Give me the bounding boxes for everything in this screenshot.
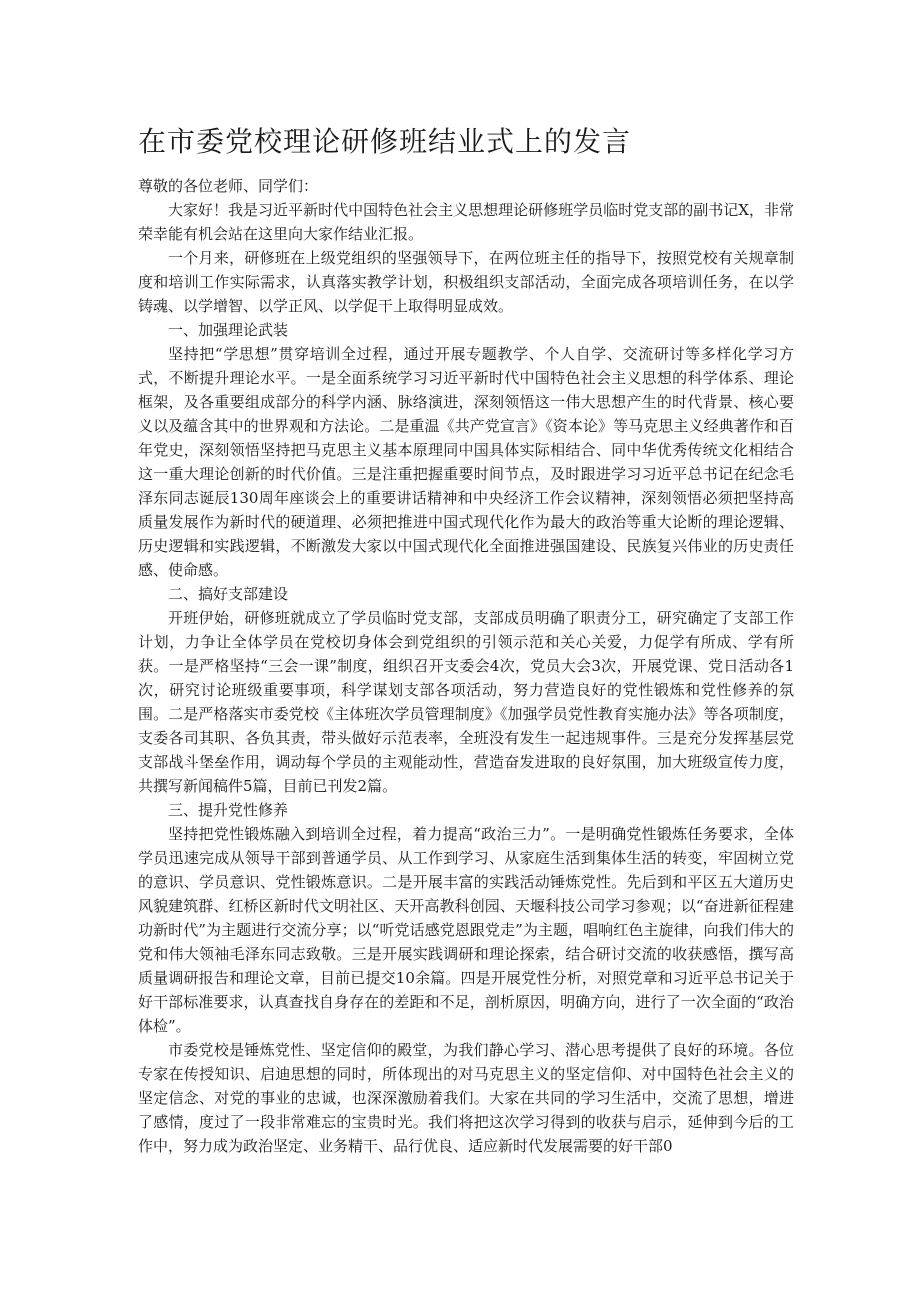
section-3-body: 坚持把党性锻炼融入到培训全过程，着力提高“政治三力”。一是明确党性锻炼任务要求，全体学员迅速完成从领导干部到普通学员、从工作到学习、从家庭生活到集体生活的转变，牢固树立党的意识、学员意识、党性锻炼意识。二是开展丰富的实践活动锤炼党性。先后到和平区五大道历史风貌建筑群、红桥区新时代文明社区、天开高教科创园、天堰科技公司学习参观；以“奋进新征程建功新时代”为主题进行交流分享；以“听党话感党恩跟党走”为主题，唱响红色主旋律，向我们伟大的党和伟大领袖毛泽东同志致敬。三是开展实践调研和理论探索，结合研讨交流的收获感悟，撰写高质量调研报告和理论文章，目前已提交10余篇。四是开展党性分析，对照党章和习近平总书记关于好干部标准要求，认真查找自身存在的差距和不足，剖析原因，明确方向，进行了一次全面的“政治体检”。 — [138, 825, 794, 1035]
salutation: 尊敬的各位老师、同学们： — [138, 177, 319, 195]
section-2-heading: 二、搞好支部建设 — [168, 585, 289, 603]
section-1-heading: 一、加强理论武装 — [168, 321, 289, 339]
intro-paragraph-2: 一个月来，研修班在上级党组织的坚强领导下，在两位班主任的指导下，按照党校有关规章制度和培训工作实际需求，认真落实教学计划，积极组织支部活动，全面完成各项培训任务，在以学铸魂、以学增智、以学正风、以学促干上取得明显成效。 — [138, 249, 794, 315]
section-2-body: 开班伊始，研修班就成立了学员临时党支部，支部成员明确了职责分工，研究确定了支部工作计划，力争让全体学员在党校切身体会到党组织的引领示范和关心关爱，力促学有所成、学有所获。一是严格坚持“三会一课”制度，组织召开支委会4次，党员大会3次，开展党课、党日活动各1次，研究讨论班级重要事项，科学谋划支部各项活动，努力营造良好的党性锻炼和党性修养的氛围。二是严格落实市委党校《主体班次学员管理制度》《加强学员党性教育实施办法》等各项制度，支委各司其职、各负其责，带头做好示范表率，全班没有发生一起违规事件。三是充分发挥基层党支部战斗堡垒作用，调动每个学员的主观能动性，营造奋发进取的良好氛围，加大班级宣传力度，共撰写新闻稿件5篇，目前已刊发2篇。 — [138, 609, 794, 795]
closing-paragraph: 市委党校是锤炼党性、坚定信仰的殿堂，为我们静心学习、潜心思考提供了良好的环境。各位专家在传授知识、启迪思想的同时，所体现出的对马克思主义的坚定信仰、对中国特色社会主义的坚定信念、对党的事业的忠诚，也深深激励着我们。大家在共同的学习生活中，交流了思想，增进了感情，度过了一段非常难忘的宝贵时光。我们将把这次学习得到的收获与启示，延伸到今后的工作中，努力成为政治坚定、业务精干、品行优良、适应新时代发展需要的好干部0 — [138, 1041, 794, 1155]
intro-paragraph-1: 大家好！我是习近平新时代中国特色社会主义思想理论研修班学员临时党支部的副书记X，非常荣幸能有机会站在这里向大家作结业汇报。 — [138, 201, 794, 243]
document-page — [138, 120, 794, 1158]
document-title: 在市委党校理论研修班结业式上的发言 — [138, 125, 632, 158]
section-3-heading: 三、提升党性修养 — [168, 801, 289, 819]
section-1-body: 坚持把“学思想”贯穿培训全过程，通过开展专题教学、个人自学、交流研讨等多样化学习方式，不断提升理论水平。一是全面系统学习习近平新时代中国特色社会主义思想的科学体系、理论框架，及各重要组成部分的科学内涵、脉络演进，深刻领悟这一伟大思想产生的时代背景、核心要义以及蕴含其中的世界观和方法论。二是重温《共产党宣言》《资本论》等马克思主义经典著作和百年党史，深刻领悟坚持把马克思主义基本原理同中国具体实际相结合、同中华优秀传统文化相结合这一重大理论创新的时代价值。三是注重把握重要时间节点，及时跟进学习习近平总书记在纪念毛泽东同志诞辰130周年座谈会上的重要讲话精神和中央经济工作会议精神，深刻领悟必须把坚持高质量发展作为新时代的硬道理、必须把推进中国式现代化作为最大的政治等重大论断的理论逻辑、历史逻辑和实践逻辑，不断激发大家以中国式现代化全面推进强国建设、民族复兴伟业的历史责任感、使命感。 — [138, 345, 794, 579]
